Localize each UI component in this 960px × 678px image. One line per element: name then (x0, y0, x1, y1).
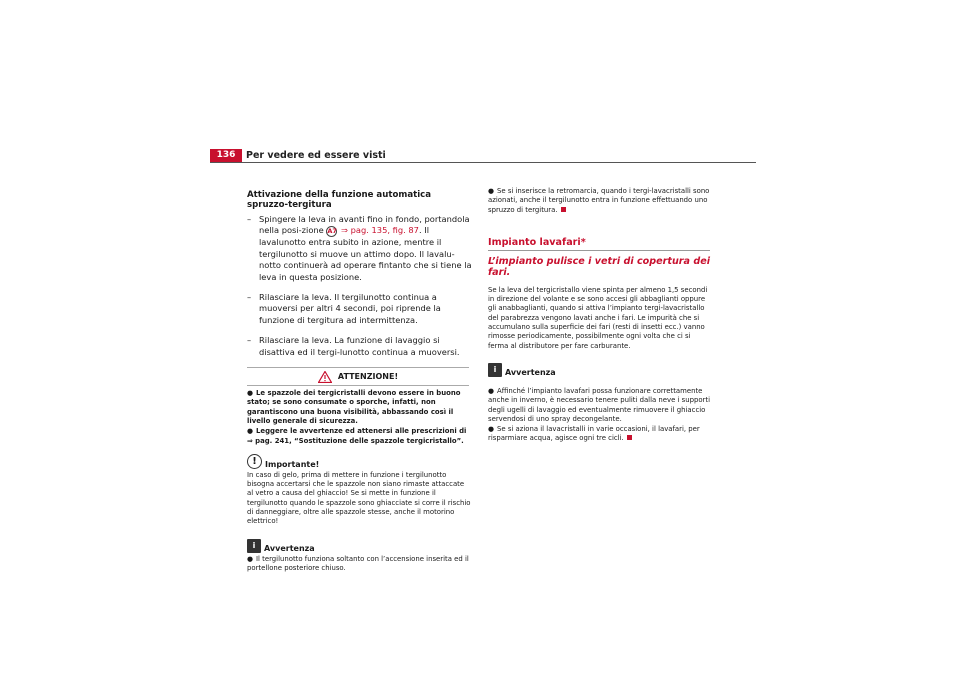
page-number: 136 (210, 149, 242, 162)
step-text-end: . Il lavalunotto entra subito in azione, mentre il tergilunotto si muove un attimo dopo. Il lavalu-notto continuerà ad operare fintanto che si tiene la leva in questa posizione. (259, 225, 472, 282)
step-text-start: Spingere la leva in avanti fino in fondo, portandola nella posi-zione (259, 214, 470, 236)
bullet-icon: ● (488, 386, 495, 395)
warning-item (247, 427, 469, 446)
bullet-icon: ● (247, 427, 254, 436)
right-column (488, 187, 710, 445)
section-title: Impianto lavafari* (488, 237, 710, 251)
body-paragraph: Se la leva del tergicristallo viene spinta per almeno 1,5 secondi in direzione del volante e se sono accesi gli abbaglianti oppure gli anabbaglianti, quando si attiva l’impianto tergi-lavacristallo del parabrezza vengono lavati anche i fari. Le impurità che si accumulano sulla superficie dei fari (resti di insetti ecc.) vanno rimosse periodicamente, possibilmente ogni volta che ci si ferma al distributore per fare carburante. (488, 285, 708, 350)
note-item (488, 187, 710, 215)
info-icon: i (247, 539, 261, 553)
warning-triangle-icon (318, 371, 332, 383)
note-item-text: Se si inserisce la retromarcia, quando i tergi-lavacristalli sono azionati, anche il tergilunotto entra in funzione effettuando uno spruzzo di tergitura. (488, 187, 710, 214)
page-reference-link[interactable]: ⇒ pag. 135, fig. 87 (341, 225, 419, 236)
warning-body (247, 386, 469, 446)
info-icon: i (488, 363, 502, 377)
warning-item-text: Leggere le avvertenze ed attenersi alle prescrizioni di ⇒ pag. 241, “Sostituzione delle spazzole tergicristallo”. (247, 427, 467, 445)
step-text (259, 214, 472, 283)
note-title: Avvertenza (264, 543, 315, 553)
step-text: Rilasciare la leva. Il tergilunotto continua a muoversi per altri 4 secondi, poi riprende la funzione di tergitura ad intermittenza. (259, 292, 441, 325)
bullet-icon: ● (247, 554, 254, 563)
note-item (488, 425, 710, 444)
warning-item (247, 389, 469, 426)
important-header (247, 454, 472, 469)
note-item-text: Il tergilunotto funziona soltanto con l’accensione inserita ed il portellone posteriore chiuso. (247, 554, 469, 572)
section-subtitle: L’impianto pulisce i vetri di copertura dei fari. (488, 255, 710, 278)
instruction-step (247, 214, 472, 283)
end-of-section-mark (627, 435, 632, 440)
chapter-title: Per vedere ed essere visti (246, 150, 386, 161)
left-column (247, 190, 472, 574)
section-heading: Attivazione della funzione automatica spruzzo-tergitura (247, 190, 432, 210)
bullet-icon: ● (488, 187, 495, 195)
step-dash: – (247, 214, 252, 224)
warning-header (247, 368, 469, 386)
end-of-section-mark (561, 207, 566, 212)
warning-title: ATTENZIONE! (337, 372, 399, 382)
exclamation-icon: ! (247, 454, 262, 469)
note-title: Avvertenza (505, 367, 556, 377)
header-divider (210, 162, 756, 163)
note-header (488, 363, 710, 377)
bullet-icon: ● (488, 425, 495, 434)
step-dash: – (247, 335, 252, 346)
instruction-step (247, 292, 472, 326)
warning-item-text: Le spazzole dei tergicristalli devono essere in buono stato; se sono consumate o sporche, infatti, non garantiscono una buona visibilità, abbassando così il livello generale di sicurezza. (247, 389, 461, 425)
note-item (247, 555, 472, 574)
figure-callout-badge: A7 (327, 227, 337, 236)
note-header (247, 539, 472, 553)
step-dash: – (247, 292, 252, 303)
note-item (488, 387, 710, 424)
important-text: In caso di gelo, prima di mettere in funzione i tergilunotto bisogna accertarsi che le spazzole non siano rimaste attaccate al vetro a causa del ghiaccio! Se si mette in funzione il tergilunotto quando le spazzole sono ghiacciate si corre il rischio di danneggiare, oltre alle spazzole stesse, anche il motorino elettrico! (247, 470, 471, 526)
warning-box (247, 367, 469, 446)
note-item-text: Se si aziona il lavacristalli in varie occasioni, il lavafari, per risparmiare acqua, agisce ogni tre cicli. (488, 425, 700, 443)
important-title: Importante! (265, 459, 320, 469)
instruction-step (247, 335, 472, 358)
step-text: Rilasciare la leva. La funzione di lavaggio si disattiva ed il tergi-lunotto continua a muoversi. (259, 335, 460, 357)
note-item-text: Affinché l’impianto lavafari possa funzionare correttamente anche in inverno, è necessario tenere puliti dalla neve i supporti degli ugelli di lavaggio ed eventualmente rimuovere il ghiaccio servendosi di uno spray decongelante. (488, 386, 711, 423)
bullet-icon: ● (247, 389, 254, 398)
